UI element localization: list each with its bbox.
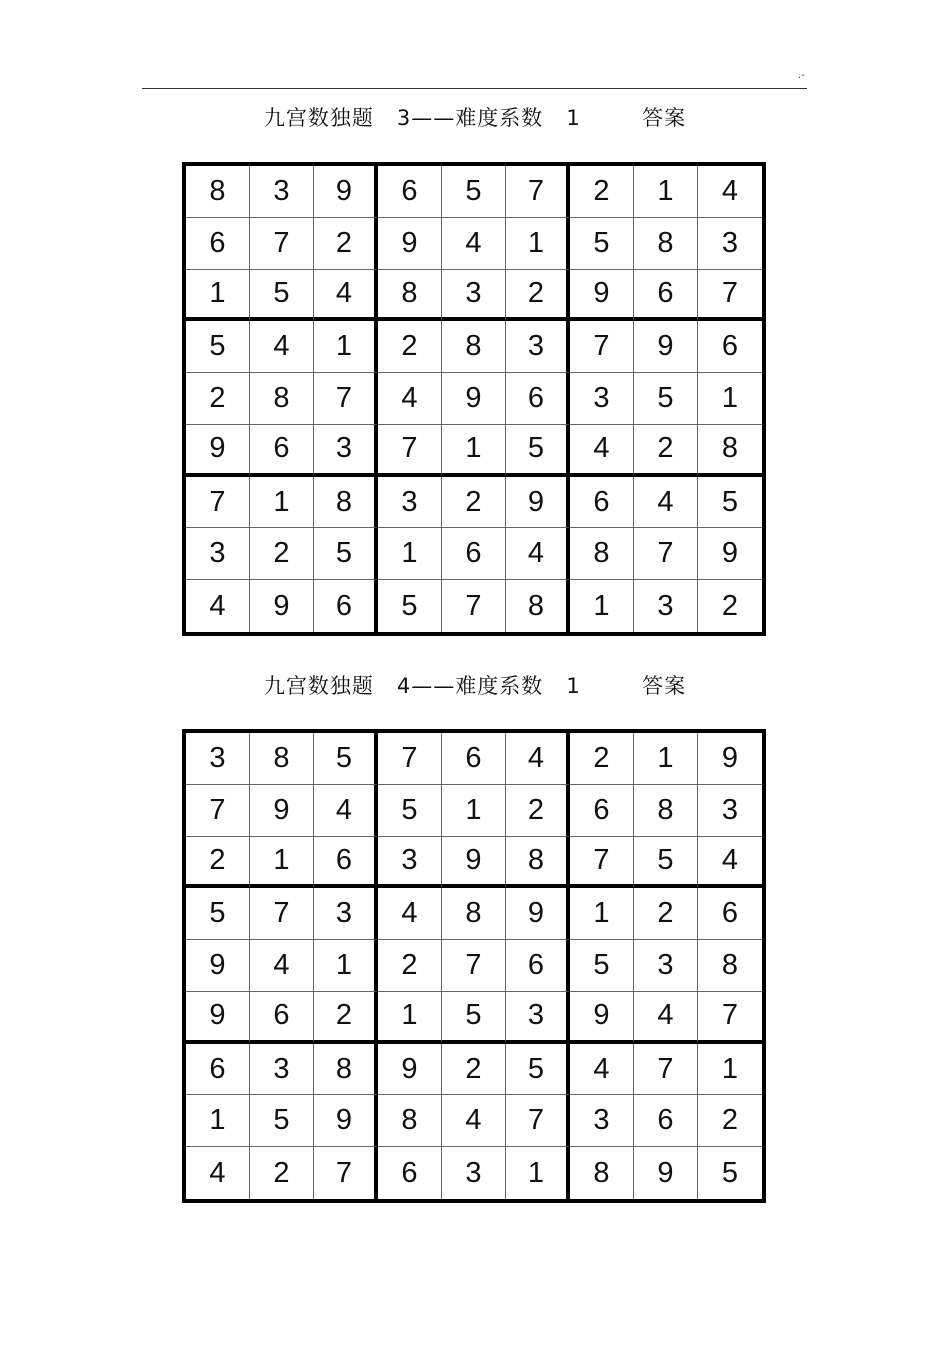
sudoku-cell: 4: [506, 733, 570, 785]
sudoku-cell: 4: [442, 1095, 506, 1147]
sudoku-cell: 1: [570, 888, 634, 940]
sudoku-cell: 2: [721, 589, 739, 622]
sudoku-cell: 7: [506, 166, 570, 218]
sudoku-cell: 9: [634, 321, 698, 373]
sudoku-cell: 4: [186, 580, 250, 632]
sudoku-cell: 4: [698, 166, 762, 218]
sudoku-cell: 4: [250, 940, 314, 992]
sudoku-cell: 9: [570, 992, 634, 1044]
sudoku-cell: 1: [634, 166, 698, 218]
sudoku-cell: 9: [506, 888, 570, 940]
sudoku-cell: 9: [186, 992, 250, 1044]
sudoku-cell: 1: [250, 837, 314, 889]
sudoku-cell: 9: [506, 477, 570, 529]
puzzle-title-3: 九宫数独题 3——难度系数 1 答案: [263, 106, 687, 130]
sudoku-cell: 6: [314, 580, 378, 632]
sudoku-cell: 3: [378, 837, 442, 889]
sudoku-cell: 9: [186, 940, 250, 992]
sudoku-cell: 8: [570, 1147, 634, 1199]
sudoku-cell: 7: [634, 528, 698, 580]
sudoku-cell: 8: [698, 940, 762, 992]
sudoku-cell: 1: [378, 528, 442, 580]
sudoku-cell: 2: [378, 940, 442, 992]
sudoku-cell: 3: [314, 425, 378, 477]
sudoku-cell: 7: [698, 270, 762, 322]
sudoku-cell: 8: [250, 733, 314, 785]
sudoku-cell: 7: [570, 837, 634, 889]
sudoku-cell: 7: [442, 940, 506, 992]
sudoku-cell: 5: [250, 1095, 314, 1147]
sudoku-cell: 8: [634, 785, 698, 837]
sudoku-cell: 7: [506, 1095, 570, 1147]
sudoku-cell: 3: [442, 1147, 506, 1199]
sudoku-cell: 3: [634, 580, 698, 632]
sudoku-cell: 4: [698, 837, 762, 889]
sudoku-cell: 5: [378, 785, 442, 837]
sudoku-cell: 7: [314, 373, 378, 425]
sudoku-cell: 2: [506, 785, 570, 837]
sudoku-cell: 5: [186, 888, 250, 940]
sudoku-cell: 6: [186, 218, 250, 270]
sudoku-cell: 2: [570, 733, 634, 785]
sudoku-cell: 4: [634, 477, 698, 529]
sudoku-cell: 8: [506, 837, 570, 889]
sudoku-cell: 1: [378, 992, 442, 1044]
sudoku-cell: 2: [378, 321, 442, 373]
sudoku-cell: 5: [506, 1044, 570, 1096]
sudoku-cell: 3: [186, 528, 250, 580]
sudoku-cell: 2: [442, 477, 506, 529]
sudoku-cell: 7: [570, 321, 634, 373]
sudoku-cell: 6: [698, 321, 762, 373]
sudoku-cell: 1: [250, 477, 314, 529]
sudoku-cell: 3: [250, 166, 314, 218]
sudoku-cell: 8: [378, 270, 442, 322]
sudoku-cell: 7: [378, 733, 442, 785]
sudoku-cell: 8: [314, 1044, 378, 1096]
sudoku-cell: 4: [442, 218, 506, 270]
sudoku-cell: 6: [634, 270, 698, 322]
sudoku-cell: 3: [442, 270, 506, 322]
sudoku-cell: 8: [634, 218, 698, 270]
sudoku-cell: 6: [442, 528, 506, 580]
sudoku-cell: 2: [506, 270, 570, 322]
sudoku-cell: 6: [698, 888, 762, 940]
sudoku-cell: 3: [506, 321, 570, 373]
sudoku-cell: 7: [314, 1147, 378, 1199]
sudoku-cell: 7: [250, 888, 314, 940]
sudoku-cell: 9: [698, 528, 762, 580]
sudoku-cell: 2: [314, 992, 378, 1044]
sudoku-cell: 3: [698, 218, 762, 270]
sudoku-cell: 6: [506, 373, 570, 425]
sudoku-cell: 5: [378, 580, 442, 632]
sudoku-cell: 9: [250, 580, 314, 632]
sudoku-cell: 1: [186, 1095, 250, 1147]
sudoku-cell: 4: [378, 373, 442, 425]
sudoku-cell: 1: [314, 940, 378, 992]
sudoku-cell: 4: [186, 1147, 250, 1199]
sudoku-cell: 6: [506, 940, 570, 992]
sudoku-cell: 4: [506, 528, 570, 580]
sudoku-cell: 8: [314, 477, 378, 529]
sudoku-cell: 5: [186, 321, 250, 373]
sudoku-cell: 5: [634, 837, 698, 889]
sudoku-cell: 2: [570, 166, 634, 218]
sudoku-cell: 8: [698, 425, 762, 477]
sudoku-cell: 5: [442, 992, 506, 1044]
sudoku-cell: 4: [314, 270, 378, 322]
sudoku-cell: 5: [314, 733, 378, 785]
sudoku-cell: 3: [570, 373, 634, 425]
sudoku-cell: 8: [186, 166, 250, 218]
sudoku-cell: 7: [186, 477, 250, 529]
sudoku-cell: 5: [506, 425, 570, 477]
sudoku-cell: 1: [698, 1044, 762, 1096]
sudoku-cell: 2: [442, 1044, 506, 1096]
sudoku-cell: 6: [570, 785, 634, 837]
sudoku-cell: 1: [442, 425, 506, 477]
sudoku-cell: 6: [378, 1147, 442, 1199]
sudoku-cell: 4: [378, 888, 442, 940]
sudoku-cell: 1: [698, 373, 762, 425]
puzzle-title-4: 九宫数独题 4——难度系数 1 答案: [263, 674, 687, 698]
sudoku-cell: 6: [378, 166, 442, 218]
sudoku-cell: 7: [250, 218, 314, 270]
sudoku-cell: 3: [698, 785, 762, 837]
sudoku-cell: 6: [250, 992, 314, 1044]
sudoku-cell: 9: [378, 1044, 442, 1096]
sudoku-cell: 8: [442, 321, 506, 373]
sudoku-cell: 9: [570, 270, 634, 322]
sudoku-cell: 1: [506, 218, 570, 270]
sudoku-cell: 6: [250, 425, 314, 477]
sudoku-cell: 6: [314, 837, 378, 889]
sudoku-cell: 9: [186, 425, 250, 477]
sudoku-cell: 2: [250, 1147, 314, 1199]
sudoku-cell: 1: [314, 321, 378, 373]
sudoku-cell: 8: [442, 888, 506, 940]
sudoku-cell: 9: [250, 785, 314, 837]
sudoku-cell: 5: [698, 477, 762, 529]
sudoku-cell: 8: [570, 528, 634, 580]
sudoku-cell: 5: [250, 270, 314, 322]
sudoku-cell: 5: [721, 1156, 739, 1189]
sudoku-cell: 1: [570, 580, 634, 632]
sudoku-cell: 1: [506, 1147, 570, 1199]
sudoku-cell: 5: [634, 373, 698, 425]
sudoku-cell: 2: [314, 218, 378, 270]
sudoku-cell: 1: [442, 785, 506, 837]
sudoku-cell: 3: [186, 733, 250, 785]
sudoku-cell: 7: [186, 785, 250, 837]
sudoku-grid-3: [182, 162, 766, 636]
sudoku-grid-4: [182, 729, 766, 1203]
sudoku-cell: 6: [442, 733, 506, 785]
header-mark: .-: [798, 70, 805, 81]
sudoku-cell: 7: [634, 1044, 698, 1096]
sudoku-cell: 9: [378, 218, 442, 270]
sudoku-cell: 5: [314, 528, 378, 580]
sudoku-cell: 3: [314, 888, 378, 940]
sudoku-cell: 2: [698, 1095, 762, 1147]
sudoku-cell: 8: [378, 1095, 442, 1147]
sudoku-cell: 2: [250, 528, 314, 580]
sudoku-cell: 6: [186, 1044, 250, 1096]
sudoku-cell: 6: [570, 477, 634, 529]
sudoku-cell: 7: [378, 425, 442, 477]
sudoku-cell: 3: [250, 1044, 314, 1096]
sudoku-cell: 5: [570, 218, 634, 270]
sudoku-cell: 4: [634, 992, 698, 1044]
sudoku-cell: 3: [378, 477, 442, 529]
sudoku-cell: 2: [186, 837, 250, 889]
sudoku-cell: 3: [634, 940, 698, 992]
sudoku-cell: 9: [314, 1095, 378, 1147]
sudoku-cell: 3: [506, 992, 570, 1044]
sudoku-cell: 4: [314, 785, 378, 837]
sudoku-cell: 9: [442, 373, 506, 425]
sudoku-cell: 9: [634, 1147, 698, 1199]
sudoku-cell: 8: [250, 373, 314, 425]
sudoku-cell: 1: [186, 270, 250, 322]
sudoku-cell: 1: [634, 733, 698, 785]
sudoku-cell: 6: [634, 1095, 698, 1147]
sudoku-cell: 9: [698, 733, 762, 785]
sudoku-cell: 2: [186, 373, 250, 425]
sudoku-cell: 9: [442, 837, 506, 889]
sudoku-cell: 8: [506, 580, 570, 632]
sudoku-cell: 5: [570, 940, 634, 992]
sudoku-cell: 4: [250, 321, 314, 373]
sudoku-cell: 2: [634, 425, 698, 477]
sudoku-cell: 3: [570, 1095, 634, 1147]
sudoku-cell: 7: [442, 580, 506, 632]
sudoku-cell: 9: [314, 166, 378, 218]
sudoku-cell: 2: [634, 888, 698, 940]
sudoku-cell: 5: [442, 166, 506, 218]
sudoku-cell: 4: [570, 425, 634, 477]
header-rule: [142, 88, 807, 89]
sudoku-cell: 4: [570, 1044, 634, 1096]
sudoku-cell: 7: [698, 992, 762, 1044]
